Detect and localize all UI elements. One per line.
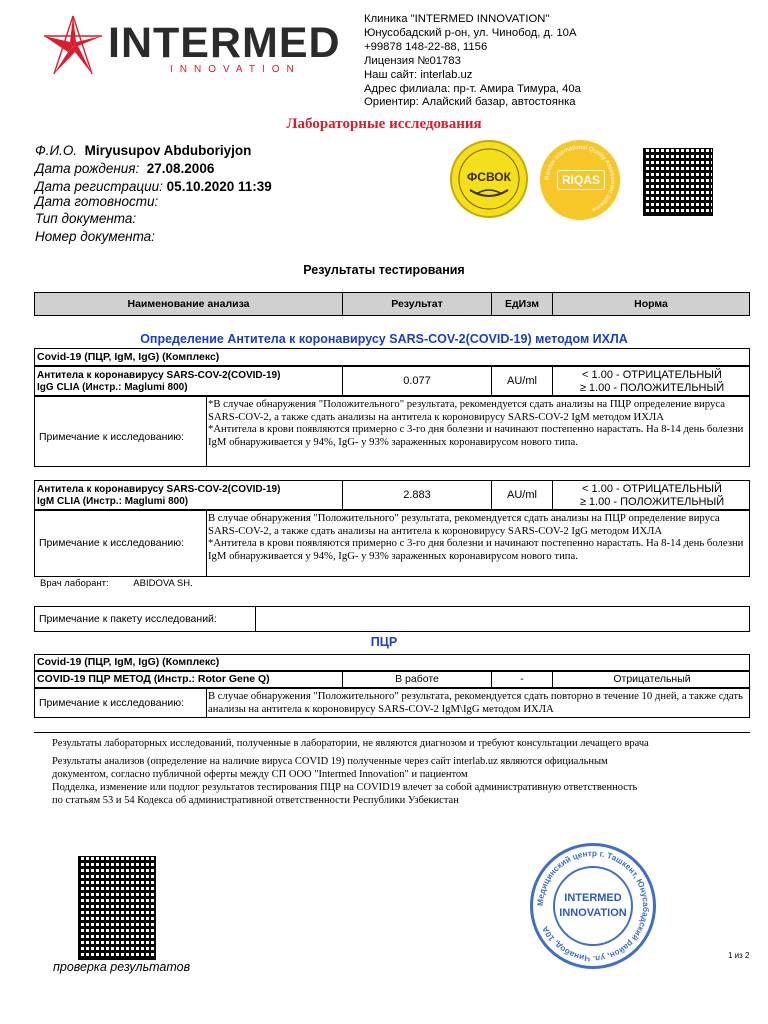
test-name: Антитела к коронавирусу SARS-COV-2(COVID-19): [37, 484, 281, 495]
test-unit: AU/ml: [507, 489, 537, 501]
test-unit: -: [520, 673, 524, 685]
patient-name-row: Ф.И.О. Miryusupov Abduboriyjon: [35, 143, 252, 158]
riqas-seal: [540, 140, 620, 220]
test-row-igg: [34, 366, 750, 396]
clinic-line: Юнусобадский р-он, ул. Чинобод, д. 10А: [364, 26, 577, 39]
svg-text:Randox International Quality A: Randox International Quality Assessment Scheme: [544, 144, 616, 213]
clinic-line: Наш сайт: interlab.uz: [364, 68, 473, 81]
page-title: Лабораторные исследования: [286, 116, 482, 132]
test-row-igm: [34, 480, 750, 510]
test-result: В работе: [395, 673, 439, 685]
brand-subtitle: INNOVATION: [170, 64, 301, 75]
note-label: Примечание к исследованию:: [39, 697, 185, 709]
fsvok-seal: [450, 140, 528, 218]
pcr-note-row: [34, 688, 750, 718]
disclaimer-2: Результаты анализов (определение на наличие вируса COVID 19) полученные через сайт interlab.uz являются официальным документом, согласно публичной оферты между СП ООО "Intermed Innovation" и пациентом: [52, 756, 608, 780]
pcr-test-row: [34, 671, 750, 688]
test-name: Антитела к коронавирусу SARS-COV-2(COVID-19): [37, 370, 281, 381]
test-result: 2.883: [403, 489, 431, 501]
note-label: Примечание к исследованию:: [39, 431, 185, 443]
test-name: COVID-19 ПЦР МЕТОД (Инстр.: Rotor Gene Q): [37, 673, 270, 685]
verify-caption: проверка результатов: [53, 960, 191, 974]
test-note-row: [34, 396, 750, 467]
doc-type-label: Тип документа:: [35, 211, 137, 226]
divider: [34, 732, 750, 733]
test-instrument: IgM CLIA (Инстр.: Maglumi 800): [37, 496, 189, 507]
doc-number-label: Номер документа:: [35, 229, 155, 244]
registration-date-row: Дата регистрации: 05.10.2020 11:39: [35, 179, 272, 194]
registration-date: 05.10.2020 11:39: [166, 179, 272, 194]
clinic-stamp: [530, 843, 656, 969]
page-number: 1 из 2: [728, 951, 750, 960]
patient-name: Miryusupov Abduboriyjon: [84, 143, 252, 158]
header-name: Наименование анализа: [35, 293, 343, 316]
qr-code-icon: [643, 148, 713, 216]
stamp-line-1: INTERMED: [564, 892, 622, 904]
test-norm: < 1.00 - ОТРИЦАТЕЛЬНЫЙ ≥ 1.00 - ПОЛОЖИТЕЛЬНЫЙ: [579, 369, 725, 394]
package-note-label: Примечание к пакету исследований:: [39, 613, 217, 625]
disclaimer-3: Подделка, изменение или подлог результатов тестирования ПЦР на COVID19 влечет за собой административную ответственность по статьям 53 и 54 Кодекса об административной ответственности Республики Узбекистан: [52, 782, 638, 806]
clinic-info: [364, 13, 581, 110]
clinic-line: Ориентир: Алайский базар, автостоянка: [364, 96, 576, 109]
intermed-logo-star-icon: [40, 14, 106, 80]
doctor-name: ABIDOVA SH.: [133, 578, 193, 589]
birth-date: 27.08.2006: [146, 161, 215, 176]
disclaimer-1: Результаты лабораторных исследований, полученные в лаборатории, не являются диагнозом и требуют консультации лечащего врача: [52, 738, 649, 749]
header-norm: Норма: [553, 293, 750, 316]
header-result: Результат: [343, 293, 492, 316]
birth-date-row: Дата рождения: 27.08.2006: [35, 161, 215, 176]
clinic-line: Адрес филиала: пр-т. Амира Тимура, 40а: [364, 82, 581, 95]
fsvok-text: ФСВОК: [467, 170, 511, 184]
section1-group-row: Covid-19 (ПЦР, IgM, IgG) (Комплекс): [34, 348, 750, 366]
test-unit: AU/ml: [507, 375, 537, 387]
test-note: В случае обнаружения "Положительного" результата, рекомендуется сдать повторно в течение 10 дней, а также сдать анализы на антитела к короновирусу SARS-COV-2 IgM\IgG методом ИХЛА: [208, 690, 743, 715]
header-unit: ЕдИзм: [492, 293, 553, 316]
test-result: 0.077: [403, 375, 431, 387]
test-norm: < 1.00 - ОТРИЦАТЕЛЬНЫЙ ≥ 1.00 - ПОЛОЖИТЕЛЬНЫЙ: [579, 483, 725, 508]
test-note-row: [34, 510, 750, 577]
test-note: В случае обнаружения "Положительного" результата, рекомендуется сдать анализы на ПЦР определение вируса SARS-COV-2, а также сдать анализы на антитела к короновирусу SARS-COV-2 IgG методом ИХЛА *Антитела в крови появляются примерно с 3-го дня болезни и начинают постепенно нарастать. На 8-14 день болезни IgM обнаруживается у 94%, IgG- у 93% зараженных коронавирусом нового типа.: [208, 512, 744, 562]
brand-name: INTERMED: [108, 19, 341, 67]
test-instrument: IgG CLIA (Инстр.: Maglumi 800): [37, 382, 188, 393]
section1-heading: Определение Антитела к коронавирусу SARS-COV-2(COVID-19) методом ИХЛА: [140, 332, 628, 346]
note-label: Примечание к исследованию:: [39, 537, 185, 549]
section2-group-row: Covid-19 (ПЦР, IgM, IgG) (Комплекс): [34, 654, 750, 671]
package-note-row: [34, 606, 750, 632]
ready-date-label: Дата готовности:: [35, 194, 159, 209]
results-table-header: [34, 292, 750, 316]
results-title: Результаты тестирования: [303, 263, 465, 277]
test-note: *В случае обнаружения "Положительного" результата, рекомендуется сдать анализы на ПЦР определение вируса SARS-COV-2, а также сдать анализы на антитела к короновирусу SARS-COV-2 IgM методом ИХЛА *Антитела в крови появляются примерно с 3-го дня болезни и начинают постепенно нарастать. На 8-14 день болезни IgM обнаруживается у 94%, IgG- у 93% зараженных коронавирусом нового типа.: [208, 398, 744, 448]
svg-text:Медицинский центр г. Ташкент,: Медицинский центр г. Ташкент, Юнусабадский район, ул. Чинабод, 10А: [534, 847, 652, 965]
clinic-line: +99878 148-22-88, 1156: [364, 40, 488, 53]
clinic-line: Клиника "INTERMED INNOVATION": [364, 13, 550, 25]
riqas-text: RIQAS: [557, 170, 605, 190]
verification-qr-icon: [78, 856, 156, 960]
section2-heading: ПЦР: [370, 635, 398, 649]
clinic-line: Лицензия №01783: [364, 54, 461, 67]
stamp-line-2: INNOVATION: [559, 907, 627, 919]
test-norm: Отрицательный: [613, 673, 691, 685]
doctor-row: Врач лаборант: ABIDOVA SH.: [40, 578, 193, 589]
